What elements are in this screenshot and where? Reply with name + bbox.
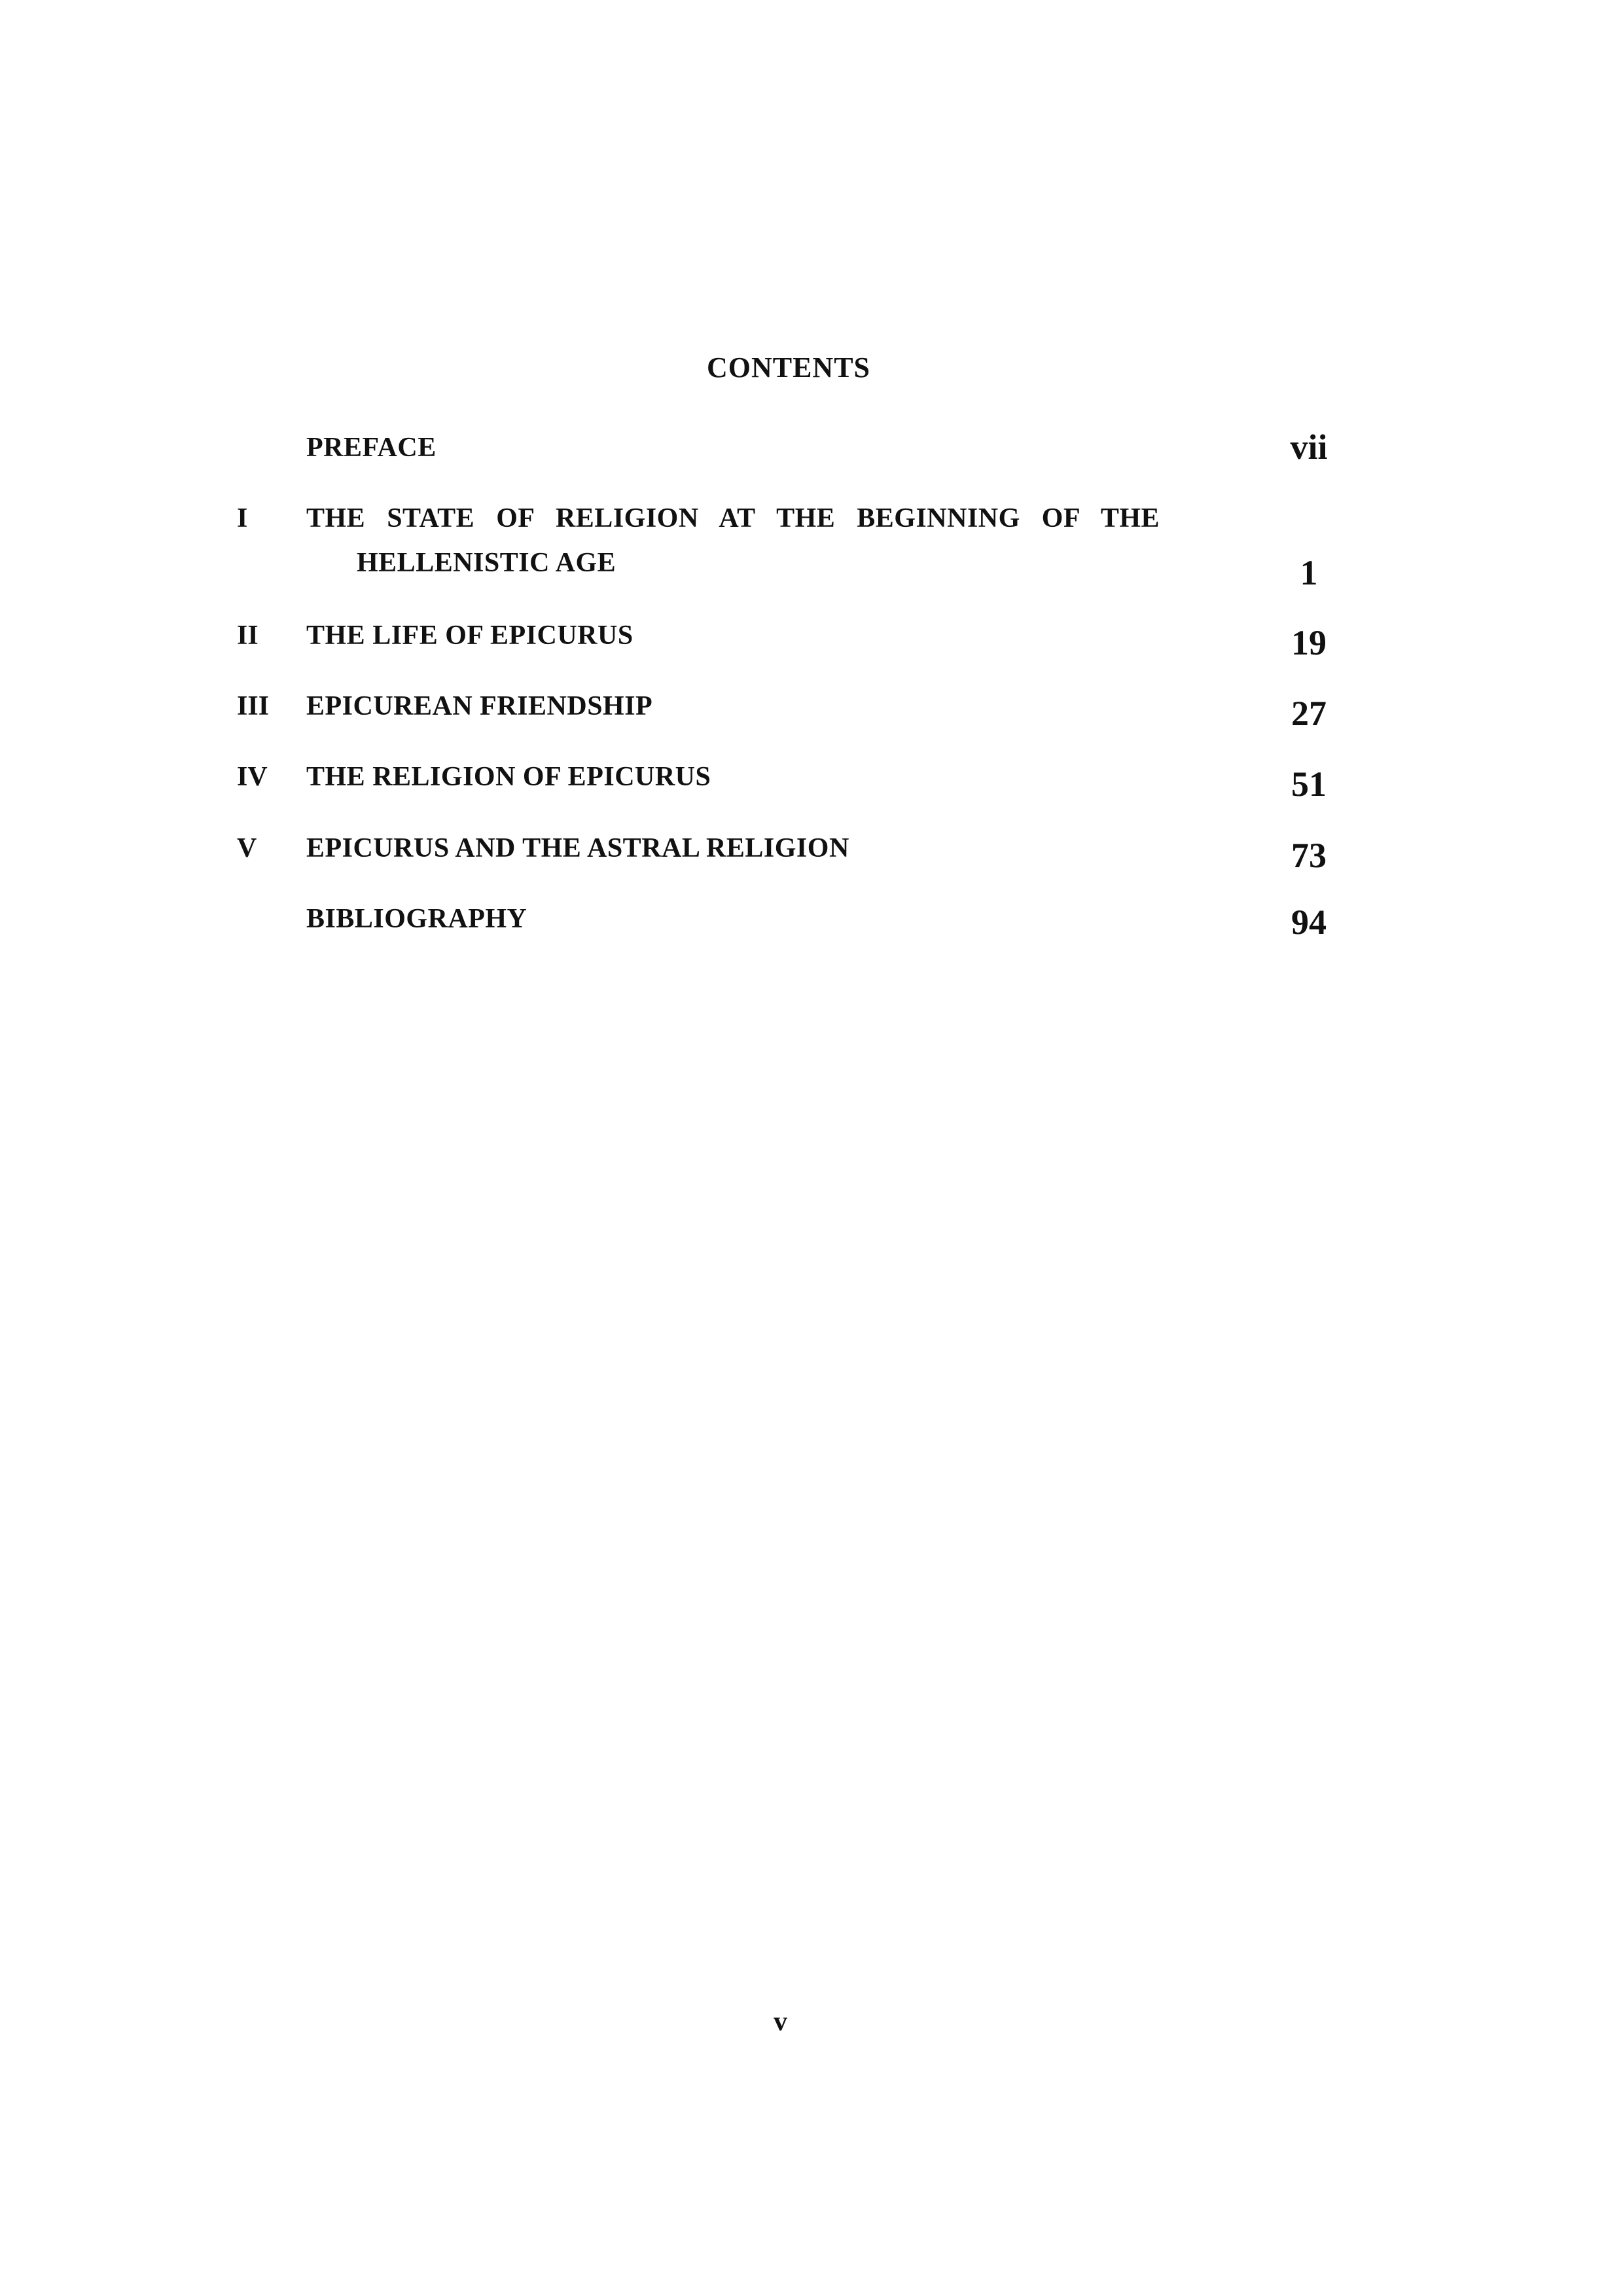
toc-entry-page: 73	[1291, 836, 1327, 875]
toc-entry-title: THE LIFE OF EPICURUS	[306, 620, 633, 651]
toc-entry-page: 51	[1291, 764, 1327, 804]
toc-entry-page: 19	[1291, 623, 1327, 662]
toc-entry-title: BIBLIOGRAPHY	[306, 904, 527, 934]
toc-entry-page: 94	[1291, 903, 1327, 942]
contents-heading: CONTENTS	[706, 351, 871, 384]
toc-entry-title-continuation: HELLENISTIC AGE	[357, 548, 616, 578]
toc-entry-numeral: IV	[237, 762, 268, 792]
toc-entry-title: EPICUREAN FRIENDSHIP	[306, 691, 653, 721]
toc-entry-title: PREFACE	[306, 433, 437, 463]
toc-entry-title: THE STATE OF RELIGION AT THE BEGINNING OF THE	[306, 503, 1160, 533]
toc-entry-numeral: II	[237, 620, 259, 651]
toc-entry-page: vii	[1290, 427, 1328, 467]
toc-entry-numeral: III	[237, 691, 270, 721]
toc-entry-page: 27	[1291, 694, 1327, 733]
toc-entry-numeral: I	[237, 503, 248, 533]
page-folio: v	[774, 2007, 787, 2037]
toc-entry-title: EPICURUS AND THE ASTRAL RELIGION	[306, 833, 849, 863]
toc-entry-page: 1	[1300, 553, 1318, 592]
toc-entry-title: THE RELIGION OF EPICURUS	[306, 762, 711, 792]
toc-entry-numeral: V	[237, 833, 257, 863]
